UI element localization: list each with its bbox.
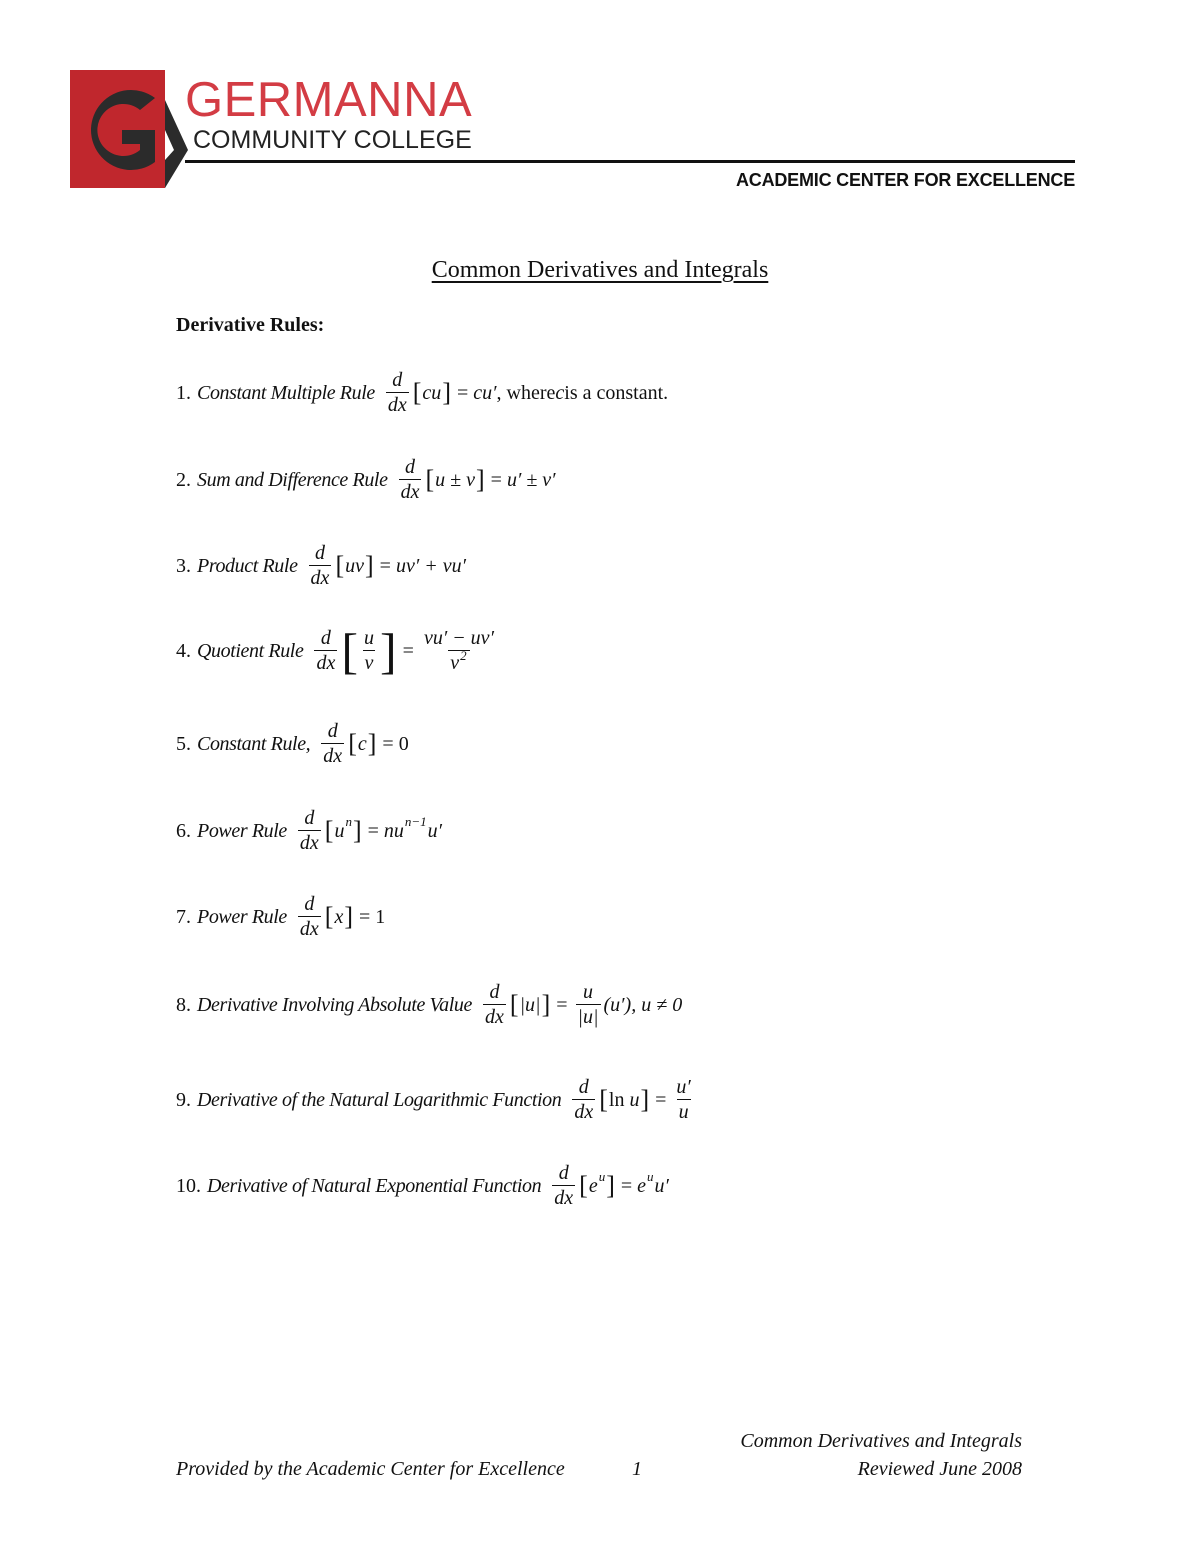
footer-provided-by: Provided by the Academic Center for Excellence	[176, 1458, 565, 1480]
rule-power-x: 7. Power Rule $\frac{d}{dx}$ [ x ] = 1	[176, 893, 386, 940]
rule-natural-exponential: 10. Derivative of Natural Exponential Function $\frac{d}{dx}$ [ e u ] = e u u′	[176, 1162, 669, 1209]
center-label: ACADEMIC CENTER FOR EXCELLENCE	[735, 170, 1075, 190]
college-subtitle: COMMUNITY COLLEGE	[193, 126, 472, 154]
rule-natural-log: 9. Derivative of the Natural Logarithmic Function $\frac{d}{dx}$ [ ln u ] = $\frac{u'}{u}$	[176, 1076, 691, 1123]
rule-sum-difference: 2. Sum and Difference Rule $\frac{d}{dx}$ [ u ± v ] = u′ ± v′	[176, 456, 556, 503]
document-title: Common Derivatives and Integrals	[431, 257, 769, 283]
rule-constant-multiple: 1. Constant Multiple Rule $\frac{d}{dx}$ [ cu ] = cu′ , where c is a constant.	[176, 369, 669, 416]
rule-quotient: 4. Quotient Rule $\frac{d}{dx}$ [ $\frac{u}{v}$ ] = $\frac{vu' - uv'}{v^2}$	[176, 623, 494, 679]
college-logo-icon	[70, 70, 190, 190]
header-divider	[185, 160, 1075, 163]
rule-absolute-value: 8. Derivative Involving Absolute Value $\frac{d}{dx}$ [ |u| ] = $\frac{u}{|u|}$ (u′), u ≠ 0	[176, 981, 683, 1028]
page-number: 1	[632, 1458, 642, 1480]
college-name: GERMANNA	[185, 73, 473, 127]
rule-product: 3. Product Rule $\frac{d}{dx}$ [ uv ] = uv′ + vu′	[176, 542, 466, 589]
footer-reviewed: Reviewed June 2008	[857, 1458, 1022, 1480]
footer-title: Common Derivatives and Integrals	[740, 1430, 1022, 1452]
rule-power-general: 6. Power Rule $\frac{d}{dx}$ [ u n ] = nu n−1 u′	[176, 807, 443, 854]
section-heading: Derivative Rules:	[176, 314, 325, 336]
rule-constant: 5. Constant Rule, $\frac{d}{dx}$ [ c ] = 0	[176, 720, 409, 767]
